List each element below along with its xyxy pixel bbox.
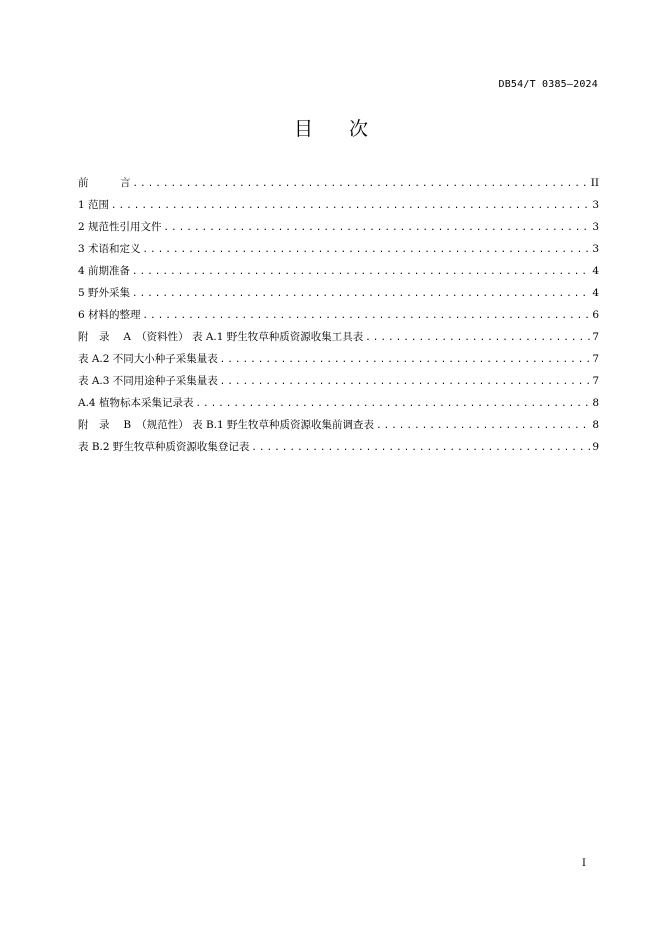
toc-entry[interactable] <box>78 216 599 238</box>
toc-entry[interactable] <box>78 326 599 348</box>
toc-entry-page: 7 <box>592 331 599 343</box>
toc-entry[interactable] <box>78 260 599 282</box>
toc-entry-page: 4 <box>592 287 599 299</box>
toc-leader-dots <box>376 415 590 437</box>
toc-entry-page: 3 <box>592 221 599 233</box>
table-of-contents <box>78 172 599 458</box>
toc-leader-dots <box>132 261 590 283</box>
toc-entry-label: 附 录 A （资料性） 表 A.1 野生牧草种质资源收集工具表 <box>78 331 364 343</box>
toc-entry-page: 9 <box>592 441 599 453</box>
toc-leader-dots <box>220 349 591 371</box>
toc-entry-label: 表 A.3 不同用途种子采集量表 <box>78 375 218 387</box>
toc-entry-label: 1 范围 <box>78 199 110 211</box>
toc-entry[interactable] <box>78 172 599 194</box>
toc-leader-dots <box>220 371 591 393</box>
toc-entry-label: A.4 植物标本采集记录表 <box>78 397 194 409</box>
toc-leader-dots <box>164 217 591 239</box>
toc-entry-label: 5 野外采集 <box>78 287 131 299</box>
toc-entry[interactable] <box>78 370 599 392</box>
toc-leader-dots <box>111 195 590 217</box>
toc-entry-page: 8 <box>592 397 599 409</box>
toc-entry[interactable] <box>78 392 599 414</box>
toc-entry-label: 4 前期准备 <box>78 265 131 277</box>
toc-entry-label: 附 录 B （规范性） 表 B.1 野生牧草种质资源收集前调查表 <box>78 419 375 431</box>
toc-leader-dots <box>133 173 589 195</box>
toc-entry[interactable] <box>78 194 599 216</box>
title-char-2: 次 <box>349 118 369 140</box>
toc-entry[interactable] <box>78 414 599 436</box>
toc-leader-dots <box>143 305 591 327</box>
toc-entry-label: 表 A.2 不同大小种子采集量表 <box>78 353 218 365</box>
toc-entry-label: 3 术语和定义 <box>78 243 141 255</box>
toc-entry[interactable] <box>78 436 599 458</box>
toc-entry-page: 6 <box>592 309 599 321</box>
toc-entry-label: 前 言 <box>78 177 131 189</box>
toc-entry-page: 3 <box>592 243 599 255</box>
toc-entry-label: 2 规范性引用文件 <box>78 221 162 233</box>
toc-entry-label: 6 材料的整理 <box>78 309 141 321</box>
toc-entry-page: II <box>590 177 599 189</box>
toc-entry[interactable] <box>78 238 599 260</box>
toc-entry-page: 3 <box>592 199 599 211</box>
title-char-1: 目 <box>293 118 313 140</box>
toc-entry-page: 8 <box>592 419 599 431</box>
toc-entry-page: 7 <box>592 375 599 387</box>
toc-entry[interactable] <box>78 282 599 304</box>
toc-leader-dots <box>365 327 590 349</box>
toc-entry-label: 表 B.2 野生牧草种质资源收集登记表 <box>78 441 250 453</box>
toc-leader-dots <box>195 393 590 415</box>
page-title <box>0 114 662 141</box>
toc-leader-dots <box>132 283 590 305</box>
document-code: DB54/T 0385—2024 <box>498 79 598 90</box>
toc-leader-dots <box>143 239 591 261</box>
toc-entry-page: 4 <box>592 265 599 277</box>
toc-entry[interactable] <box>78 348 599 370</box>
toc-entry-page: 7 <box>592 353 599 365</box>
page-number: I <box>582 858 586 869</box>
toc-leader-dots <box>251 437 590 459</box>
toc-entry[interactable] <box>78 304 599 326</box>
